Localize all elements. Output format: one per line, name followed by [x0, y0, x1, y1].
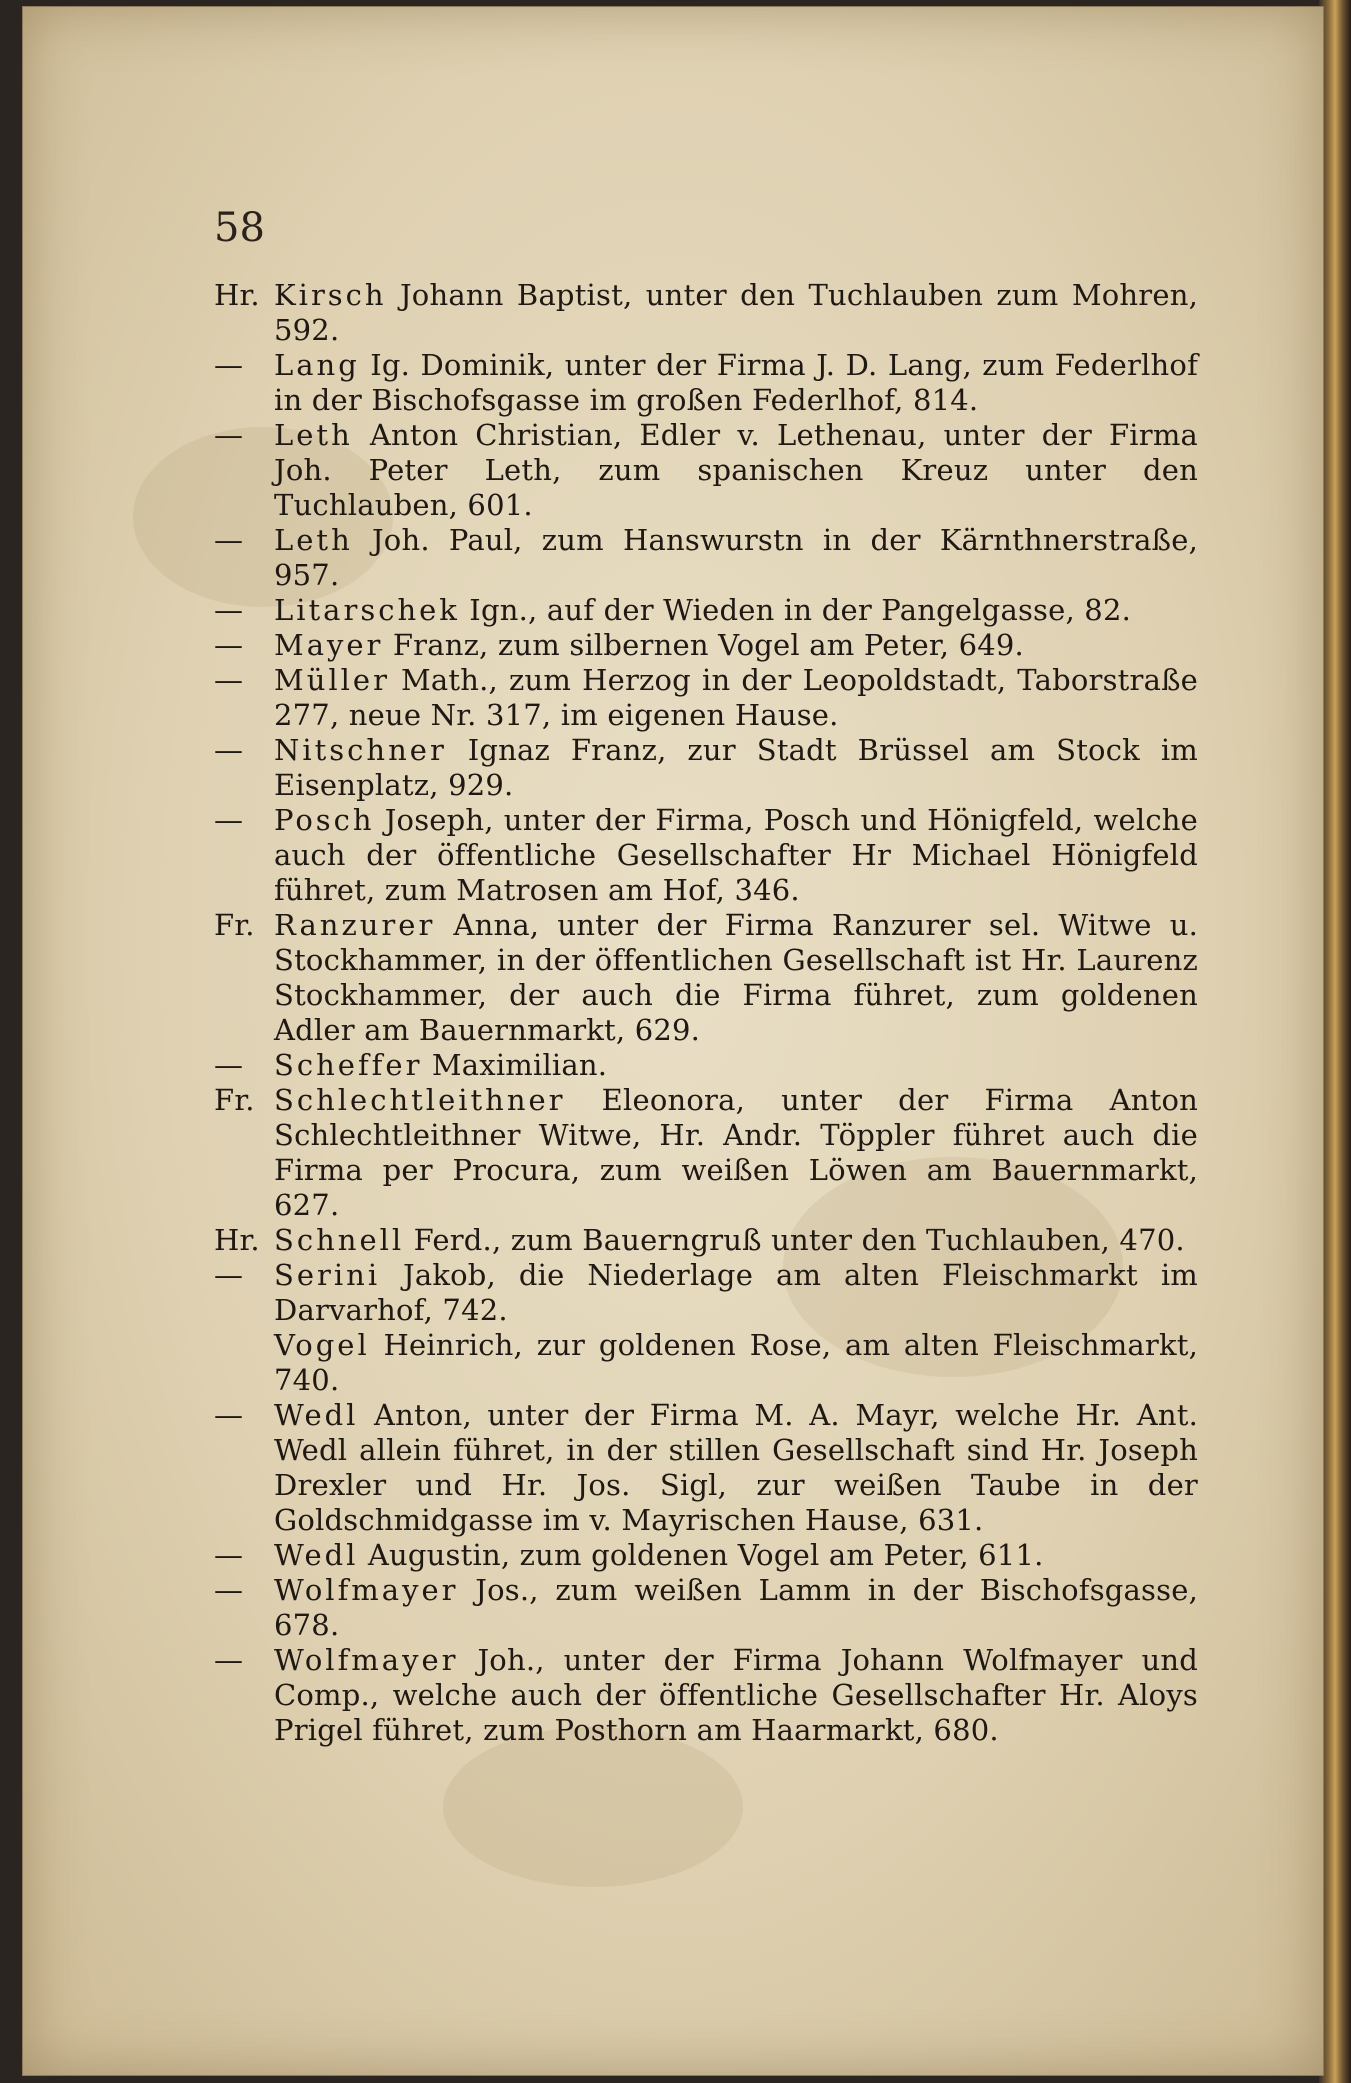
directory-entry [214, 1083, 1198, 1223]
entry-surname: Vogel [274, 1328, 370, 1362]
directory-entry [214, 593, 1198, 628]
entry-marker: — [214, 593, 244, 627]
entry-surname: Wolfmayer [274, 1643, 459, 1677]
entry-surname: Schnell [274, 1223, 405, 1257]
directory-entry [214, 1573, 1198, 1643]
entry-text: Augustin, zum goldenen Vogel am Peter, 611. [367, 1538, 1044, 1572]
page-number: 58 [214, 205, 265, 251]
entry-marker: Hr. [214, 1223, 260, 1257]
entry-surname: Mayer [274, 628, 384, 662]
entry-text: Eleonora, unter der Firma Anton Schlechtleithner Witwe, Hr. Andr. Töppler führet auch die Firma per Procura, zum weißen Löwen am Bauernmarkt, 627. [274, 1083, 1198, 1222]
directory-entry [214, 348, 1198, 418]
directory-entry [214, 663, 1198, 733]
entry-text: Jos., zum weißen Lamm in der Bischofsgasse, 678. [274, 1573, 1198, 1642]
entry-marker: — [214, 1573, 244, 1607]
entry-surname: Litarschek [274, 593, 460, 627]
directory-entry [214, 1223, 1198, 1258]
entry-text: Ign., auf der Wieden in der Pangelgasse, 82. [469, 593, 1132, 627]
entry-marker: — [214, 1538, 244, 1572]
entry-text: Joseph, unter der Firma, Posch und Hönigfeld, welche auch der öffentliche Gesellschafter Hr Michael Hönigfeld führet, zum Matrosen am Hof, 346. [274, 803, 1198, 907]
entry-marker: Fr. [214, 908, 255, 942]
entry-text: Ig. Dominik, unter der Firma J. D. Lang, zum Federlhof in der Bischofsgasse im großen Federlhof, 814. [274, 348, 1198, 417]
entry-marker: — [214, 803, 244, 837]
directory-entry [214, 418, 1198, 523]
entry-marker: — [214, 1258, 244, 1292]
entry-marker: — [214, 628, 244, 662]
entry-text: Joh. Paul, zum Hanswurstn in der Kärnthnerstraße, 957. [274, 523, 1198, 592]
entry-text: Joh., unter der Firma Johann Wolfmayer und Comp., welche auch der öffentliche Gesellschafter Hr. Aloys Prigel führet, zum Posthorn am Haarmarkt, 680. [274, 1643, 1199, 1747]
directory-entry [214, 908, 1198, 1048]
entry-marker: — [214, 733, 244, 767]
entry-text: Math., zum Herzog in der Leopoldstadt, Taborstraße 277, neue Nr. 317, im eigenen Hause. [274, 663, 1198, 732]
entry-text: Jakob, die Niederlage am alten Fleischmarkt im Darvarhof, 742. [274, 1258, 1198, 1327]
entry-text: Johann Baptist, unter den Tuchlauben zum Mohren, 592. [274, 278, 1198, 347]
entry-marker: Hr. [214, 278, 260, 312]
entry-marker: — [214, 418, 244, 452]
directory-entry [214, 1258, 1198, 1328]
entry-surname: Nitschner [274, 733, 447, 767]
directory-entry [214, 278, 1198, 348]
entry-marker: — [214, 663, 244, 697]
entry-marker: — [214, 348, 244, 382]
directory-entry [214, 1398, 1198, 1538]
entry-surname: Müller [274, 663, 390, 697]
paper-stain [443, 1727, 743, 1887]
entry-marker: — [214, 1398, 244, 1432]
directory-entry [214, 803, 1198, 908]
entry-text: Anna, unter der Firma Ranzurer sel. Witwe u. Stockhammer, in der öffentlichen Gesellschaft ist Hr. Laurenz Stockhammer, der auch die Firma führet, zum goldenen Adler am Bauernmarkt, 629. [274, 908, 1198, 1047]
directory-entry [214, 1328, 1198, 1398]
entry-surname: Lang [274, 348, 360, 382]
directory-entry [214, 1048, 1198, 1083]
entry-surname: Posch [274, 803, 375, 837]
entry-text: Anton Christian, Edler v. Lethenau, unter der Firma Joh. Peter Leth, zum spanischen Kreuz unter den Tuchlauben, 601. [274, 418, 1199, 522]
entry-surname: Serini [274, 1258, 381, 1292]
entry-text: Ferd., zum Bauerngruß unter den Tuchlauben, 470. [413, 1223, 1185, 1257]
entry-marker: — [214, 523, 244, 557]
directory-entry [214, 733, 1198, 803]
entry-text: Anton, unter der Firma M. A. Mayr, welche Hr. Ant. Wedl allein führet, in der stillen Gesellschaft sind Hr. Joseph Drexler und Hr. Jos. Sigl, zur weißen Taube in der Goldschmidgasse im v. Mayrischen Hause, 631. [274, 1398, 1198, 1537]
directory-entry [214, 1643, 1198, 1748]
entry-marker: — [214, 1643, 244, 1677]
entry-text: Ignaz Franz, zur Stadt Brüssel am Stock im Eisenplatz, 929. [274, 733, 1198, 802]
directory-entry [214, 628, 1198, 663]
entry-text: Franz, zum silbernen Vogel am Peter, 649. [392, 628, 1024, 662]
entry-surname: Wedl [274, 1398, 359, 1432]
entry-surname: Kirsch [274, 278, 387, 312]
entry-marker: Fr. [214, 1083, 255, 1117]
entry-surname: Leth [274, 418, 353, 452]
entry-text: Heinrich, zur goldenen Rose, am alten Fleischmarkt, 740. [274, 1328, 1199, 1397]
entry-surname: Wolfmayer [274, 1573, 459, 1607]
directory-entries [214, 278, 1198, 1748]
entry-surname: Wedl [274, 1538, 359, 1572]
directory-entry [214, 1538, 1198, 1573]
entry-surname: Scheffer [274, 1048, 423, 1082]
entry-surname: Leth [274, 523, 353, 557]
entry-text: Maximilian. [431, 1048, 608, 1082]
entry-surname: Schlechtleithner [274, 1083, 566, 1117]
entry-marker: — [214, 1048, 244, 1082]
directory-entry [214, 523, 1198, 593]
entry-surname: Ranzurer [274, 908, 436, 942]
